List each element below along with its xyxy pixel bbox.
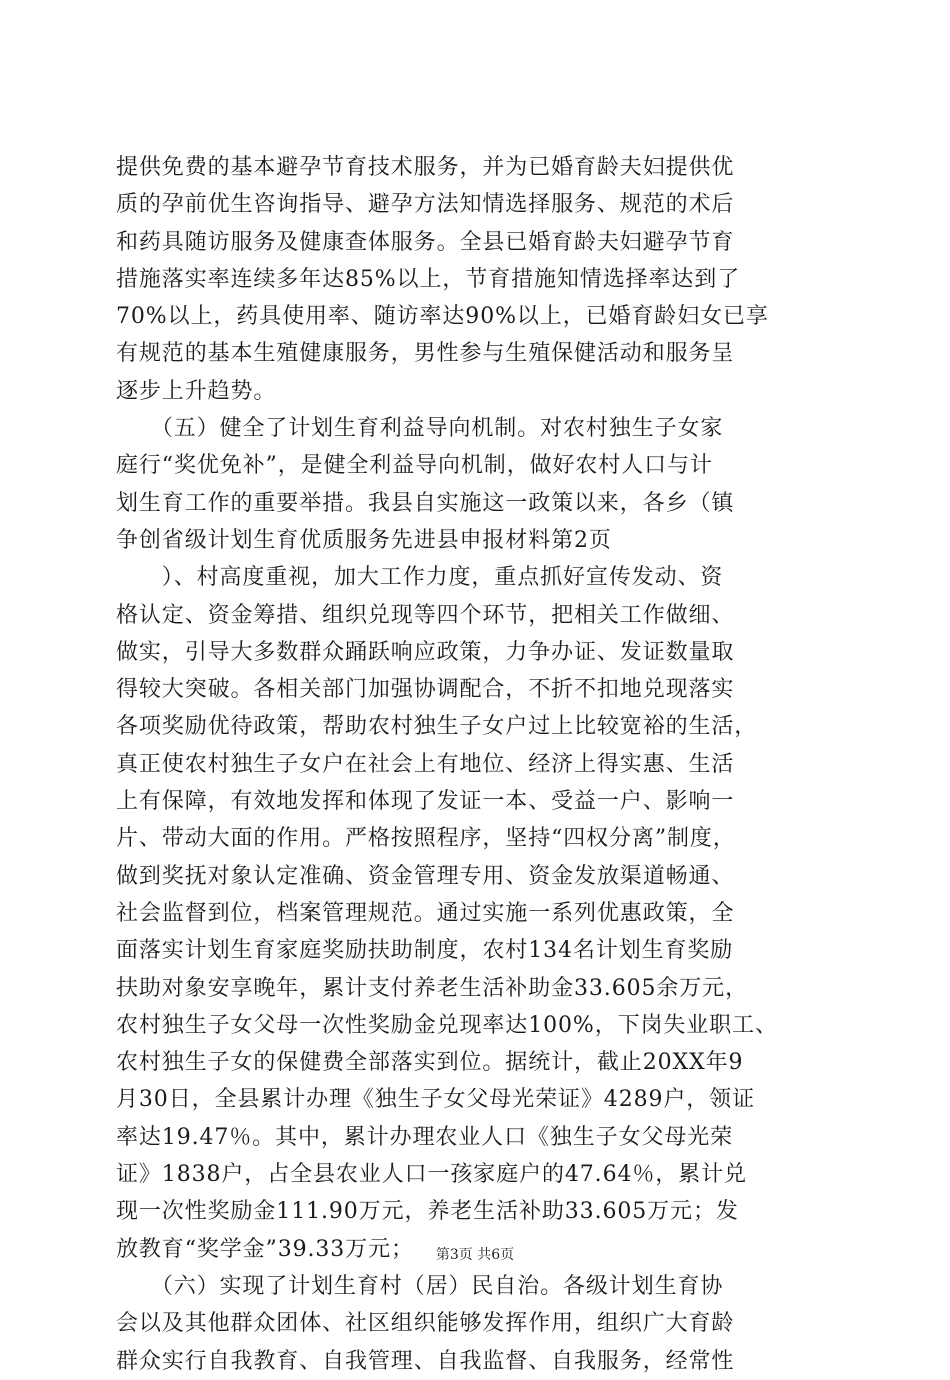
text-line: （五）健全了计划生育利益导向机制。对农村独生子女家 [116,416,724,442]
text-line: 农村独生子女父母一次性奖励金兑现率达100%，下岗失业职工、 [116,1012,778,1038]
text-line: 农村独生子女的保健费全部落实到位。据统计，截止20XX年9 [116,1050,744,1076]
text-line: 得较大突破。各相关部门加强协调配合，不折不扣地兑现落实 [116,677,735,703]
text-line: 月30日，全县累计办理《独生子女父母光荣证》4289户，领证 [116,1087,755,1113]
text-line: 率达19.47％。其中，累计办理农业人口《独生子女父母光荣 [116,1124,734,1150]
text-line: （六）实现了计划生育村（居）民自治。各级计划生育协 [116,1273,724,1299]
text-line: 提供免费的基本避孕节育技术服务，并为已婚育龄夫妇提供优 [116,155,735,180]
text-line: 有规范的基本生殖健康服务，男性参与生殖保健活动和服务呈 [116,341,735,367]
text-line: 片、带动大面的作用。严格按照程序，坚持“四权分离”制度， [116,826,736,852]
text-line: 措施落实率连续多年达85%以上，节育措施知情选择率达到了 [116,266,741,292]
text-line: 格认定、资金筹措、组织兑现等四个环节，把相关工作做细、 [116,602,735,628]
text-line: 各项奖励优待政策，帮助农村独生子女户过上比较宽裕的生活， [116,714,758,740]
text-line: 社会监督到位，档案管理规范。通过实施一系列优惠政策，全 [116,900,735,926]
inline-page-title: 争创省级计划生育优质服务先进县申报材料第2页 [116,527,612,553]
document-body [116,149,832,1380]
text-line: 现一次性奖励金111.90万元，养老生活补助33.605万元；发 [116,1199,739,1225]
text-line: 做实，引导大多数群众踊跃响应政策，力争办证、发证数量取 [116,639,735,665]
text-line: 放教育“奖学金”39.33万元； [116,1236,414,1262]
text-line: 和药具随访服务及健康查体服务。全县已婚育龄夫妇避孕节育 [116,229,735,255]
text-line: 划生育工作的重要举措。我县自实施这一政策以来，各乡（镇 [116,490,735,516]
text-line: 逐步上升趋势。 [116,378,277,404]
text-line: 上有保障，有效地发挥和体现了发证一本、受益一户、影响一 [116,789,735,815]
text-line: 做到奖抚对象认定准确、资金管理专用、资金发放渠道畅通、 [116,863,735,889]
text-line: 证》1838户，占全县农业人口一孩家庭户的47.64％，累计兑 [116,1162,747,1188]
text-line: 庭行“奖优免补”，是健全利益导向机制，做好农村人口与计 [116,453,713,479]
text-line: 70%以上，药具使用率、随访率达90%以上，已婚育龄妇女已享 [116,304,769,330]
page-footer: 第3页 共6页 [435,1247,515,1263]
text-line: 扶助对象安享晚年，累计支付养老生活补助金33.605余万元， [116,975,748,1001]
text-line: 质的孕前优生咨询指导、避孕方法知情选择服务、规范的术后 [116,192,735,218]
text-line: 真正使农村独生子女户在社会上有地位、经济上得实惠、生活 [116,751,735,777]
text-line: 群众实行自我教育、自我管理、自我监督、自我服务，经常性 [116,1348,735,1374]
text-line: 会以及其他群众团体、社区组织能够发挥作用，组织广大育龄 [116,1311,735,1337]
text-line: 面落实计划生育家庭奖励扶助制度，农村134名计划生育奖励 [116,938,734,964]
text-line: ）、村高度重视，加大工作力度，重点抓好宣传发动、资 [116,565,724,591]
